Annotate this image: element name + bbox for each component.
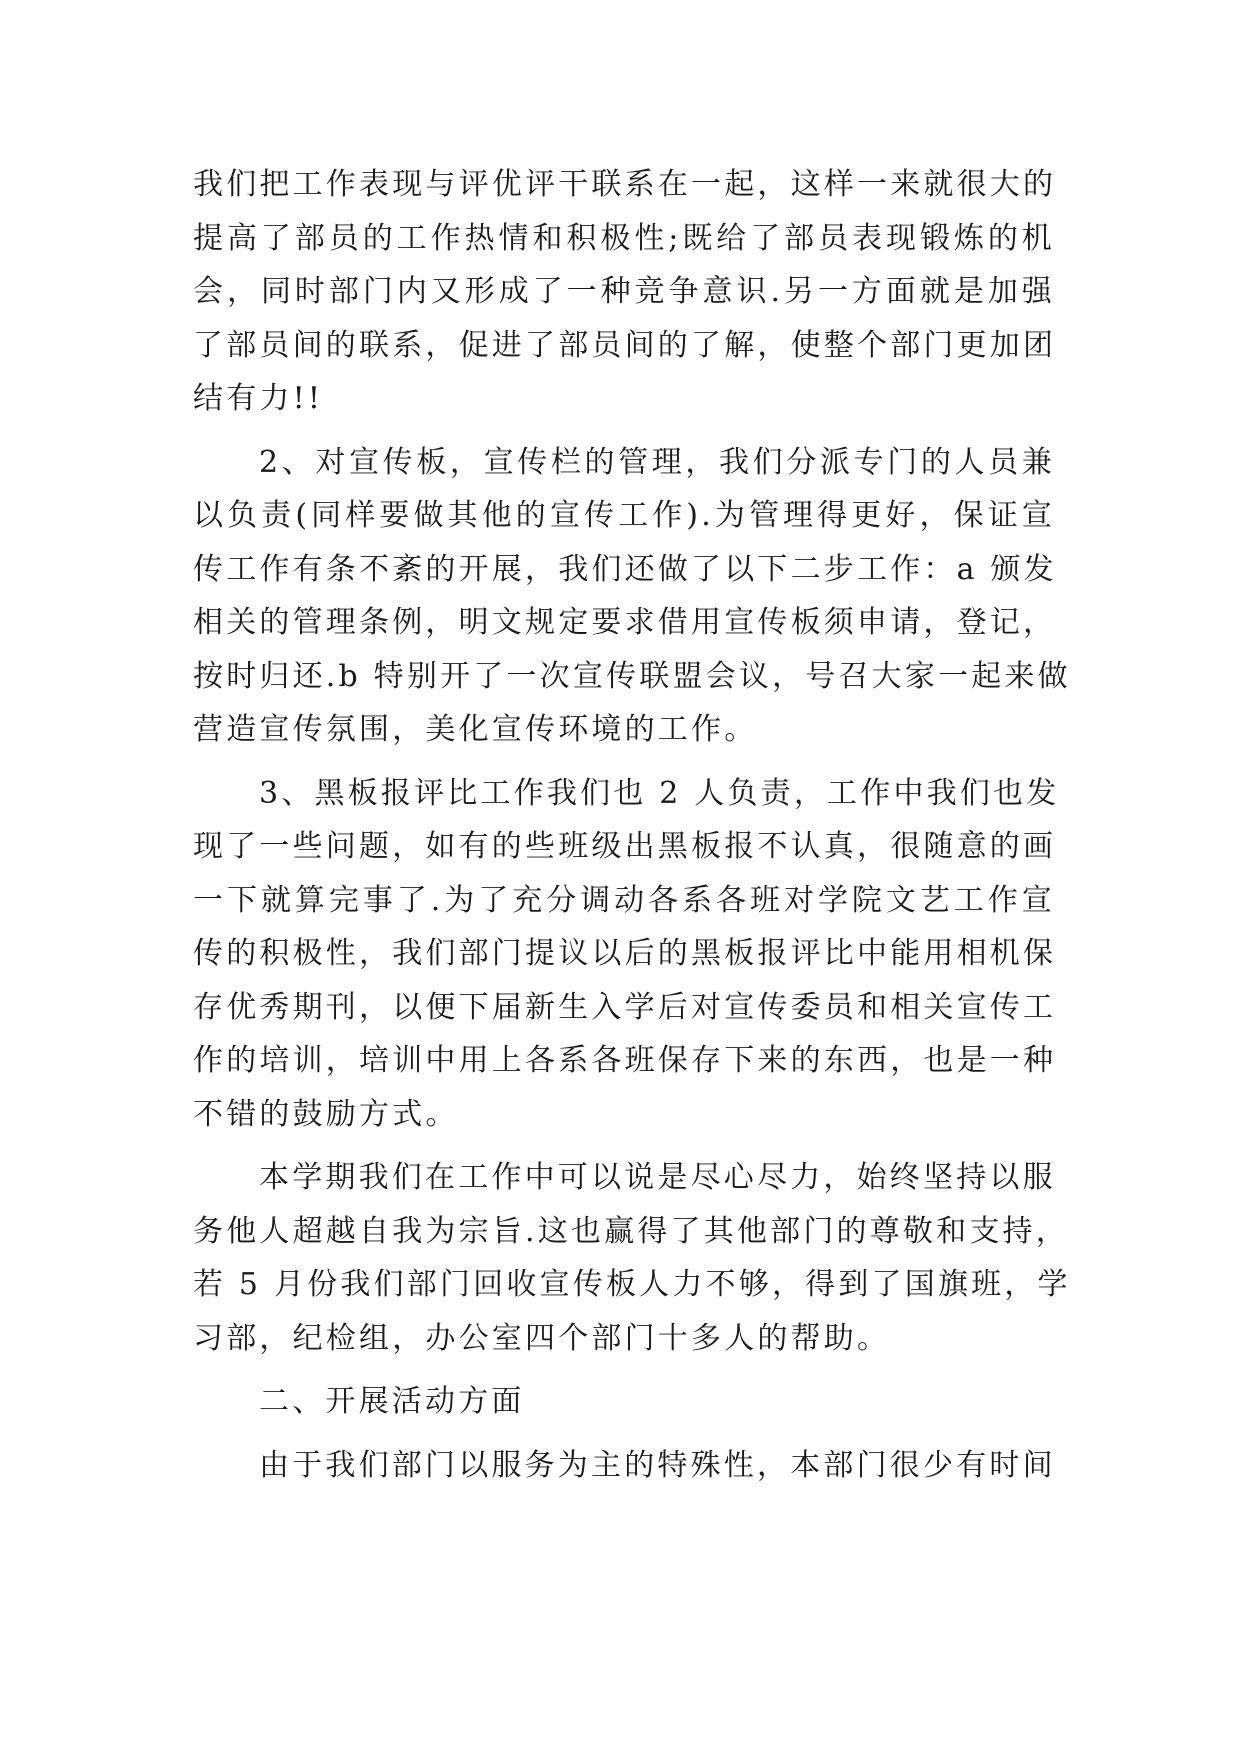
document-body [193, 158, 1071, 1502]
text-line: 现了一些问题，如有的些班级出黑板报不认真，很随意的画 [193, 829, 1057, 864]
text-line: 若 5 月份我们部门回收宣传板人力不够，得到了国旗班，学 [193, 1267, 1071, 1302]
text-line: 我们把工作表现与评优评干联系在一起，这样一来就很大的 [193, 167, 1057, 202]
text-line: 营造宣传氛围，美化宣传环境的工作。 [193, 712, 758, 747]
text-line: 务他人超越自我为宗旨.这也赢得了其他部门的尊敬和支持， [193, 1213, 1069, 1249]
paragraph-performance-evaluation [193, 158, 1055, 426]
text-line: 会，同时部门内又形成了一种竞争意识.另一方面就是加强 [193, 274, 1055, 309]
text-line: 存优秀期刊，以便下届新生入学后对宣传委员和相关宣传工 [193, 989, 1057, 1025]
text-line: 2、对宣传板，宣传栏的管理，我们分派专门的人员兼 [259, 444, 1055, 480]
section-heading-activities [193, 1375, 1055, 1429]
paragraph-blackboard-evaluation [193, 767, 1060, 1142]
text-line: 由于我们部门以服务为主的特殊性，本部门很少有时间 [259, 1447, 1056, 1483]
paragraph-publicity-board-management [193, 436, 1071, 757]
text-line: 作的培训，培训中用上各系各班保存下来的东西，也是一种 [193, 1043, 1057, 1078]
text-line: 一下就算完事了.为了充分调动各系各班对学院文艺工作宣 [193, 882, 1055, 918]
text-line: 按时归还.b 特别开了一次宣传联盟会议，号召大家一起来做 [193, 658, 1071, 694]
text-line: 提高了部员的工作热情和积极性;既给了部员表现锻炼的机 [193, 220, 1055, 256]
text-line: 传的积极性，我们部门提议以后的黑板报评比中能用相机保 [193, 936, 1057, 971]
paragraph-semester-summary [193, 1151, 1071, 1365]
text-line: 习部，纪检组，办公室四个部门十多人的帮助。 [193, 1320, 891, 1356]
text-line: 本学期我们在工作中可以说是尽心尽力，始终坚持以服 [259, 1160, 1056, 1195]
text-line: 3、黑板报评比工作我们也 2 人负责，工作中我们也发 [259, 775, 1060, 811]
paragraph-activities-intro [193, 1439, 1055, 1493]
text-line: 二、开展活动方面 [259, 1384, 525, 1419]
text-line: 了部员间的联系，促进了部员间的了解，使整个部门更加团 [193, 327, 1057, 363]
text-line: 结有力!! [193, 381, 324, 416]
text-line: 以负责(同样要做其他的宣传工作).为管理得更好，保证宣 [193, 498, 1055, 533]
text-line: 不错的鼓励方式。 [193, 1096, 459, 1132]
text-line: 相关的管理条例，明文规定要求借用宣传板须申请，登记， [193, 605, 1057, 640]
text-line: 传工作有条不紊的开展，我们还做了以下二步工作：a 颁发 [193, 551, 1057, 587]
